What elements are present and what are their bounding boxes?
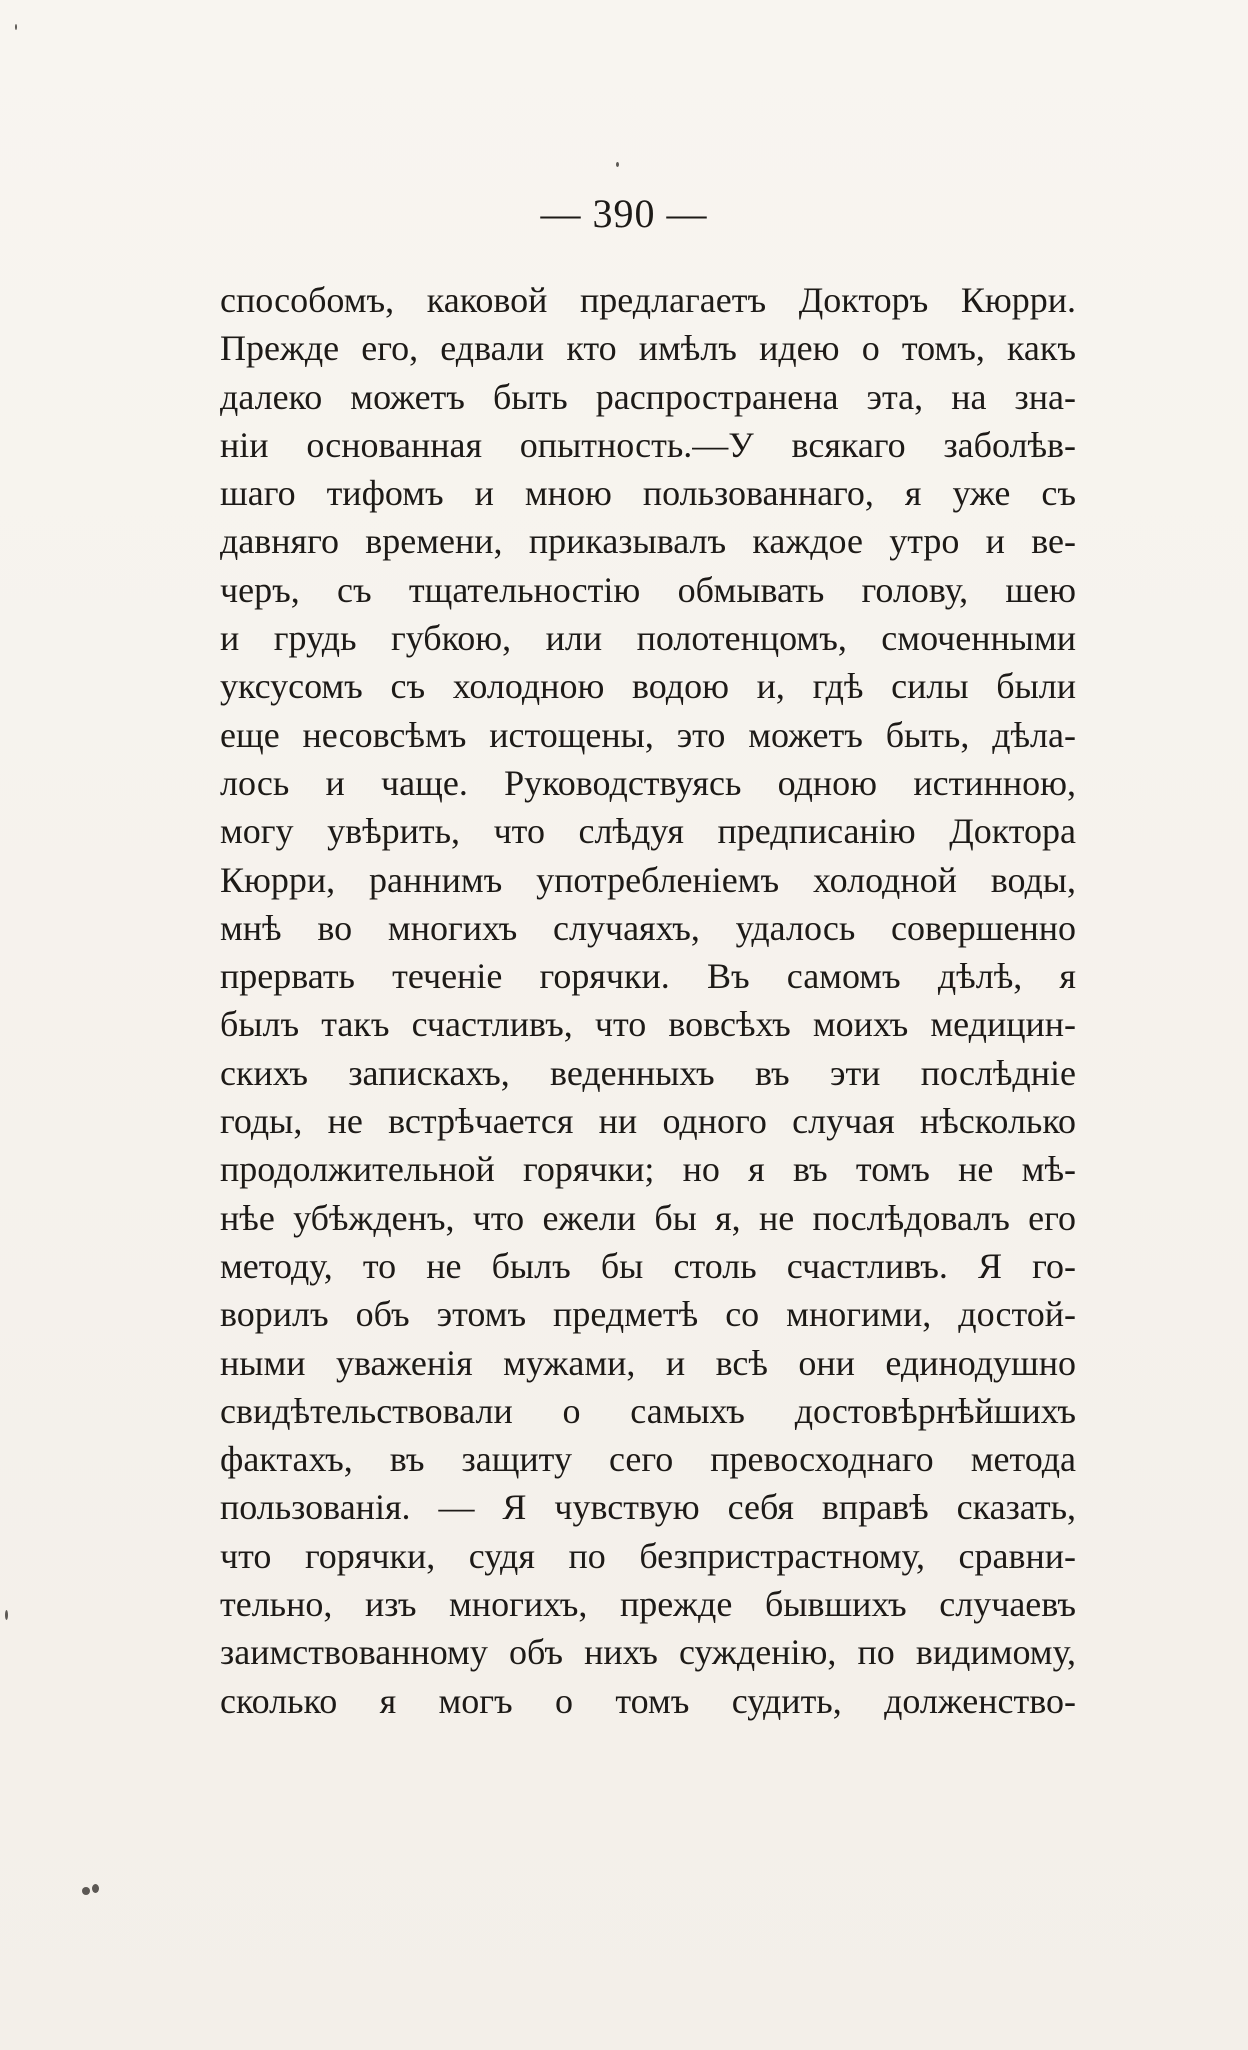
text-line: пользованія. — Я чувствую себя вправѣ сказать, — [220, 1487, 1076, 1528]
text-line: давняго времени, приказывалъ каждое утро и ве- — [220, 521, 1076, 562]
text-line: Прежде его, едвали кто имѣлъ идею о томъ, какъ — [220, 328, 1076, 369]
text-line: прервать теченіе горячки. Въ самомъ дѣлѣ, я — [220, 956, 1076, 997]
text-line: ными уваженія мужами, и всѣ они единодушно — [220, 1342, 1076, 1383]
ink-spot — [82, 1887, 90, 1895]
text-line: фактахъ, въ защиту сего превосходнаго метода — [220, 1439, 1076, 1480]
text-line: годы, не встрѣчается ни одного случая нѣсколько — [220, 1101, 1076, 1142]
text-line: лось и чаще. Руководствуясь одною истинною, — [220, 762, 1076, 803]
text-line: что горячки, судя по безпристрастному, сравни- — [220, 1535, 1076, 1576]
text-line: мнѣ во многихъ случаяхъ, удалось совершенно — [220, 907, 1076, 948]
text-line: нѣе убѣжденъ, что ежели бы я, не послѣдовалъ его — [220, 1197, 1076, 1238]
text-line: сколько я могъ о томъ судить, долженство- — [220, 1680, 1076, 1721]
text-line: методу, то не былъ бы столь счастливъ. Я го- — [220, 1245, 1076, 1286]
text-line: заимствованному объ нихъ сужденію, по видимому, — [220, 1632, 1076, 1673]
body-text — [220, 276, 1076, 1725]
text-line: далеко можетъ быть распространена эта, на зна- — [220, 376, 1076, 417]
text-line: шаго тифомъ и мною пользованнаго, я уже съ — [220, 473, 1076, 514]
text-line: скихъ запискахъ, веденныхъ въ эти послѣдніе — [220, 1052, 1076, 1093]
ink-spot — [616, 162, 619, 167]
page-number: — 390 — — [540, 191, 708, 236]
text-line: свидѣтельствовали о самыхъ достовѣрнѣйшихъ — [220, 1390, 1076, 1431]
text-line: былъ такъ счастливъ, что вовсѣхъ моихъ медицин- — [220, 1004, 1076, 1045]
text-line: тельно, изъ многихъ, прежде бывшихъ случаевъ — [220, 1584, 1076, 1625]
ink-spot — [15, 24, 17, 30]
text-line: уксусомъ съ холодною водою и, гдѣ силы были — [220, 666, 1076, 707]
text-line: ворилъ объ этомъ предметѣ со многими, достой- — [220, 1294, 1076, 1335]
text-line: продолжительной горячки; но я въ томъ не мѣ- — [220, 1149, 1076, 1190]
ink-spot — [5, 1610, 8, 1620]
text-line: черъ, съ тщательностію обмывать голову, шею — [220, 569, 1076, 610]
text-line: и грудь губкою, или полотенцомъ, смоченными — [220, 618, 1076, 659]
text-line: способомъ, каковой предлагаетъ Докторъ Кюрри. — [220, 280, 1076, 320]
text-line: Кюрри, раннимъ употребленіемъ холодной воды, — [220, 859, 1076, 900]
ink-spot — [92, 1884, 99, 1893]
text-line: могу увѣрить, что слѣдуя предписанію Доктора — [220, 811, 1076, 852]
text-line: еще несовсѣмъ истощены, это можетъ быть, дѣла- — [220, 714, 1076, 755]
text-line: ніи основанная опытность.—У всякаго заболѣв- — [220, 424, 1076, 465]
